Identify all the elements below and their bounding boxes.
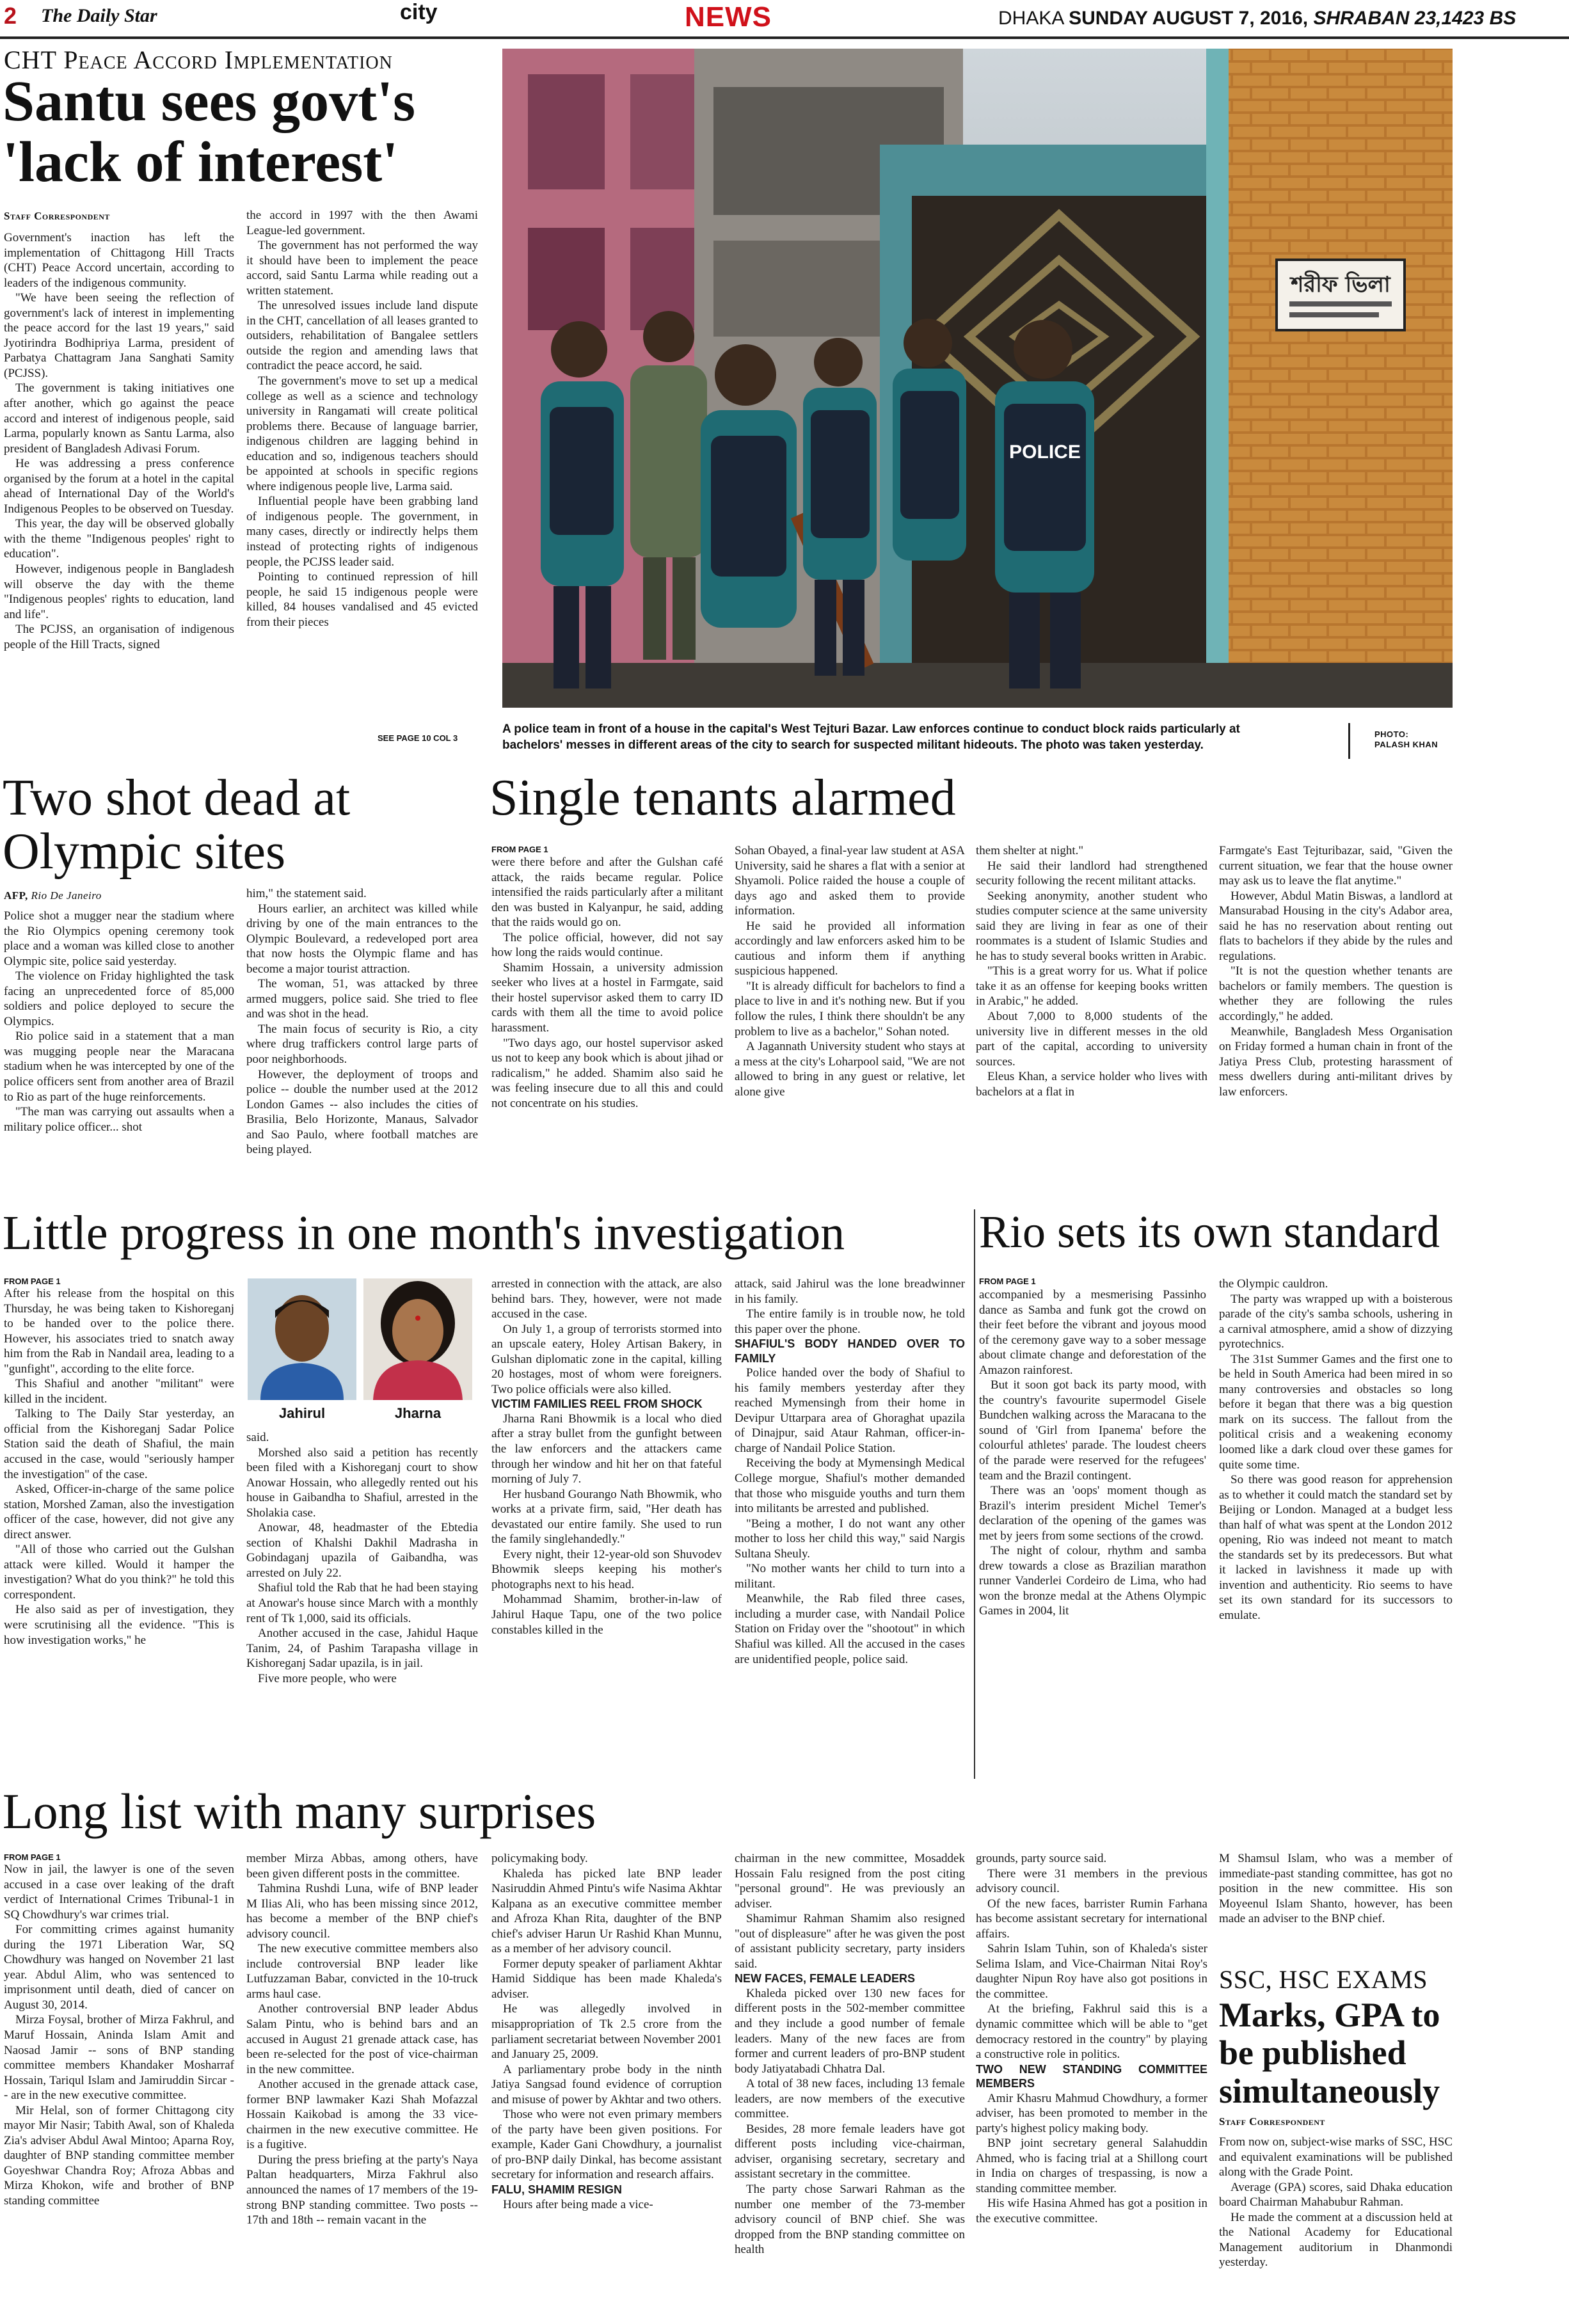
tenants-column-4 (1219, 843, 1453, 1191)
paragraph: Mirza Foysal, brother of Mirza Fakhrul, and Maruf Hossain, Aninda Islam Amit and Naosad Jamir -- sons of BNP standing committee members Khandaker Mosharraf Hossain, Tariqul Islam and Jamiruddin Sircar -- are in the new executive committee. (4, 2013, 234, 2103)
edition-city: DHAKA (998, 8, 1063, 29)
subheading: SHAFIUL'S BODY HANDED OVER TO FAMILY (735, 1337, 965, 1365)
paragraph: "It is already difficult for bachelors to find a place to live in and it's nothing new. But if you follow the rules, I think there shouldn't be any problem to live as a bachelor," Sohan noted. (735, 979, 965, 1039)
paragraph: the accord in 1997 with the then Awami League-led government. (246, 209, 478, 237)
olympic-column-2 (246, 886, 478, 1187)
paragraph: Sahrin Islam Tuhin, son of Khaleda's sister Selima Islam, and Vice-Chairman Nitai Roy's daughter Nipun Roy have also got positions in the committee. (976, 1942, 1207, 2001)
paragraph: However, the deployment of troops and police -- double the number used at the 2012 London Games -- also includes the cities of Brasilia, Belo Horizonte, Manaus, Salvador and Sao Paulo, where football matches are being played. (246, 1067, 478, 1157)
paragraph: He was addressing a press conference organised by the forum at a hotel in the capital ahead of International Day of the World's Indigenous Peoples to be observed on Tuesday. (4, 457, 234, 516)
paragraph: Former deputy speaker of parliament Akhtar Hamid Siddique has been made Khaleda's adviser. (491, 1957, 722, 2001)
paragraph: The violence on Friday highlighted the task facing an unprecedented force of 85,000 soldiers and police deployed to secure the Olympics. (4, 969, 234, 1028)
subheading: TWO NEW STANDING COMMITTEE MEMBERS (976, 2062, 1207, 2090)
ssc-body (1219, 2135, 1453, 2321)
house-sign-text: শরীফ ভিলা (1291, 272, 1390, 298)
paragraph: Another controversial BNP leader Abdus Salam Pintu, who is behind bars and an accused in August 21 grenade attack case, has been re-selected for the post of vice-chairman in the new committee. (246, 2002, 478, 2076)
paragraph: Meanwhile, Bangladesh Mess Organisation on Friday formed a human chain in front of the Jatiya Press Club, protesting harassment of mess dwellers during anti-militant drives by law enforcers. (1219, 1024, 1453, 1099)
paragraph: The party chose Sarwari Rahman as the number one member of the 73-member advisory council of BNP chief. She was dropped from the BNP standing committee on health (735, 2182, 965, 2257)
paragraph: arrested in connection with the attack, are also behind bars. They, however, were not made accused in the case. (491, 1277, 722, 1321)
longlist-column-5 (976, 1851, 1207, 2321)
paragraph: The police official, however, did not say how long the raids would continue. (491, 930, 723, 960)
longlist-column-6 (1219, 1851, 1453, 1979)
paragraph: Another accused in the case, Jahidul Haque Tanim, 24, of Pashim Tarapasha village in Kishoreganj Sadar upazila, is in jail. (246, 1627, 478, 1671)
portrait-jahirul-caption: Jahirul (278, 1405, 326, 1421)
paragraph: Khaleda picked over 130 new faces for different posts in the 502-member committee and they include a good number of female leaders. Many of the new faces are from former and current leaders of pro-BNP student body Jatiyatabadi Chhatra Dal. (735, 1986, 965, 2076)
paragraph: Of the new faces, barrister Rumin Farhana has become assistant secretary for international affairs. (976, 1897, 1207, 1941)
paragraph: The PCJSS, an organisation of indigenous people of the Hill Tracts, signed (4, 623, 234, 651)
paragraph: "We have been seeing the reflection of government's lack of interest in implementing the peace accord for the last 19 years," said Jyotirindra Bodhipriya Larma, president of Parbatya Chattagram Jana Sanghati Samity (PCJSS). (4, 291, 234, 380)
paragraph: This Shafiul and another "militant" were killed in the incident. (4, 1377, 234, 1406)
longlist-column-2 (246, 1851, 478, 2321)
edition-date (998, 8, 1516, 29)
paragraph: A total of 38 new faces, including 13 female leaders, are now members of the executive committee. (735, 2077, 965, 2121)
paragraph: However, indigenous people in Bangladesh will observe the day with the theme "Indigenous peoples' rights to education, land and life". (4, 562, 234, 621)
paragraph: The government's move to set up a medical college as well as a science and technology university in Rangamati will create political problems there. Because of language barrier, indigenous children are lagging behind in education and so, indigenous teachers should be appointed at schools in specific regions where indigenous people live, Larma said. (246, 374, 478, 493)
paragraph: attack, said Jahirul was the lone breadwinner in his family. (735, 1277, 965, 1306)
paragraph: He said he provided all information accordingly and law enforcers asked him to be cautious and inform them if anything suspicious happened. (735, 919, 965, 978)
paragraph: "Two days ago, our hostel supervisor asked us not to keep any book which is about jihad or radicalism," he added. Shamim also said he was feeling insecure due to all this and could not concentrate on his studies. (491, 1036, 723, 1110)
longlist-column-3 (491, 1851, 722, 2321)
paragraph: At the briefing, Fakhrul said this is a dynamic committee which will be able to "get democracy restored in the country" by playing a constructive role in politics. (976, 2002, 1207, 2062)
credit-divider (1348, 723, 1350, 759)
paragraph: "All of those who carried out the Gulshan attack were killed. Would it hamper the investigation? What do you think?" he told this correspondent. (4, 1543, 234, 1602)
paragraph: Meanwhile, the Rab filed three cases, including a murder case, with Nandail Police Station on Friday over the "shootout" in which Shafiul was killed. All the accused in the cases are unidentified people, police said. (735, 1592, 965, 1666)
paragraph: Shafiul told the Rab that he had been staying at Anowar's house since March with a monthly rent of Tk 1,000, said its officials. (246, 1581, 478, 1625)
paragraph: But it soon got back its party mood, with the country's favourite supermodel Gisele Bundchen walking across the Maracana to the sound of 'Girl from Ipanema' before the colourful athletes' parade. The loudest cheers of the parade were reserved for the refugees' team and the Brazil contingent. (979, 1378, 1206, 1483)
section-name: city (400, 0, 438, 24)
paragraph: Mir Helal, son of former Chittagong city mayor Mir Nasir; Tabith Awal, son of Khaleda Zia's adviser Abdul Awal Mintoo; Aparna Roy, daughter of BNP standing committee member Goyeshwar Chandra Roy; Afroza Abbas and Mirza Khokon, wife and brother of BNP standing committee (4, 2103, 234, 2208)
paragraph: "This is a great worry for us. What if police take it as an offense for keeping books written in Arabic," he added. (976, 964, 1207, 1008)
paragraph: "The man was carrying out assaults when a military police officer... shot (4, 1105, 234, 1134)
paragraph: member Mirza Abbas, among others, have been given different posts in the committee. (246, 1852, 478, 1881)
tenants-column-1 (491, 855, 723, 1191)
paragraph: Five more people, who were (258, 1671, 397, 1685)
paragraph: A Jagannath University student who stays at a mess at the city's Loharpool said, "We are not allowed to bring in any guest or relative, let alone give (735, 1040, 965, 1099)
paragraph: Tahmina Rushdi Luna, wife of BNP leader M Ilias Ali, who has been missing since 2012, has become a member of the BNP chief's advisory council. (246, 1882, 478, 1941)
paragraph: A parliamentary probe body in the ninth Jatiya Sangsad found evidence of corruption and misuse of power by Akhtar and two others. (491, 2062, 722, 2106)
police-raid-photo (502, 49, 1453, 708)
tenants-headline: Single tenants alarmed (490, 770, 956, 826)
photo-credit-name: PALASH KHAN (1374, 739, 1438, 749)
olympic-headline (3, 771, 489, 879)
paragraph: During the press briefing at the party's Naya Paltan headquarters, Mirza Fakhrul also announced the names of 17 members of the 19-strong BNP standing committee. Two posts -- 17th and 18th -- remain vacant in the (246, 2153, 478, 2227)
paragraph: The party was wrapped up with a boisterous parade of the city's samba schools, ushering in a carnival atmosphere, amid a show of dizzying pyrotechnics. (1219, 1292, 1453, 1351)
paragraph: He was allegedly involved in misappropriation of Tk 2.5 crore from the parliament secretariat between November 2001 and January 25, 2009. (491, 2002, 722, 2062)
photo-credit-label: PHOTO: (1374, 729, 1409, 739)
paragraph: Talking to The Daily Star yesterday, an official from the Kishoreganj Sadar Police Station said the death of Shafiul, the main accused in the case, would "seriously hamper the investigation" of the case. (4, 1407, 234, 1481)
edition-weekday-date: SUNDAY AUGUST 7, 2016, (1069, 8, 1309, 29)
longlist-column-4 (735, 1851, 965, 2321)
paragraph: Asked, Officer-in-charge of the same police station, Morshed Zaman, also the investigation officer of the case, however, did not give any direct answer. (4, 1483, 234, 1541)
paragraph: He made the comment at a discussion held at the National Academy for Educational Management auditorium in Dhanmondi yesterday. (1219, 2210, 1453, 2270)
tenants-column-2 (735, 843, 965, 1191)
paragraph: Jharna Rani Bhowmik is a local who died after a stray bullet from the gunfight between the law enforcers and the attackers came through her window and hit her on that fateful morning of July 7. (491, 1412, 722, 1486)
paragraph: the Olympic cauldron. (1219, 1277, 1328, 1291)
paragraph: The main focus of security is Rio, a city where drug traffickers control large parts of poor neighborhoods. (246, 1022, 478, 1067)
paragraph: The unresolved issues include land dispute in the CHT, cancellation of all leases granted to outsiders, rehabilitation of Bangalee settlers outside the region and amending laws that contradict the peace accord, he said. (246, 299, 478, 373)
paragraph: him," the statement said. (246, 887, 367, 900)
santu-column-2 (246, 208, 478, 733)
paragraph: On July 1, a group of terrorists stormed into an upscale eatery, Holey Artisan Bakery, in Gulshan diplomatic zone in the capital, killing 20 hostages, most of whom were foreigners. Two police officials were also killed. (491, 1322, 722, 1396)
paragraph: After his release from the hospital on this Thursday, he was being taken to Kishoreganj to be handed over to the police there. However, his associates tried to snatch away him from the Rab in Nandail area, leading to a "gunfight", according to the elite force. (4, 1287, 234, 1376)
paragraph: Khaleda has picked late BNP leader Nasiruddin Ahmed Pintu's wife Nasima Akhtar Kalpana as an executive committee member and Afroza Khan Rita, daughter of the BNP chief's adviser Harun Ur Rashid Khan Munnu, as a member of her advisory council. (491, 1866, 722, 1956)
paragraph: Anowar, 48, headmaster of the Ebtedia section of Khalshi Dakhil Madrasha in Gobindaganj upazila of Gaibandha, was arrested on July 22. (246, 1521, 478, 1580)
paragraph: He also said as per of investigation, they were scrutinising all the evidence. "This is how investigation works," he (4, 1603, 234, 1647)
newspaper-logo: The Daily Star (41, 5, 157, 26)
photo-caption: A police team in front of a house in the capital's West Tejturi Bazar. Law enforces continue to conduct block raids particularly at bachelors' messes in different areas of the city to search for suspected militant hideouts. The photo was taken yesterday. (502, 722, 1240, 752)
paragraph: Police handed over the body of Shafiul to his family members yesterday after they reached Mymensingh from their home in Devipur Uttarpara area of Ghoraghat upazila of Dinajpur, said Ataur Rahman, officer-in-charge of Nandail Police Station. (735, 1366, 965, 1455)
paragraph: Influential people have been grabbing land of indigenous people. The government, in many cases, directly or indirectly helps them instead of protecting rights of indigenous people, the PCJSS leader said. (246, 495, 478, 569)
paragraph: The entire family is in trouble now, he told this paper over the phone. (735, 1307, 965, 1336)
paragraph: Shamimur Rahman Shamim also resigned "out of displeasure" after he was given the post of assistant publicity secretary, party insiders said. (735, 1912, 965, 1971)
rio-column-1 (979, 1287, 1206, 1779)
paragraph: Now in jail, the lawyer is one of the seven accused in a case over leaking of the draft verdict of International Crimes Tribunal-1 in SQ Chowdhury's war crimes trial. (4, 1863, 234, 1922)
olympic-agency: AFP, (4, 889, 28, 902)
paragraph: So there was good reason for apprehension as to whether it could match the standard set by Beijing or London. Managed at a budget less than half of what was spent at the London 2012 opening, Rio was indeed not meant to match the standards set by its predecessors. But what it lacked in lavishness it made up with invention and authenticity. Rio seems to have set its own standard for its successors to emulate. (1219, 1473, 1453, 1623)
santu-kicker: CHT Peace Accord Implementation (4, 45, 393, 74)
rio-from-page: FROM PAGE 1 (979, 1277, 1036, 1286)
rio-headline: Rio sets its own standard (979, 1206, 1440, 1257)
paragraph: For committing crimes against humanity during the 1971 Liberation War, SQ Chowdhury was hanged on November 21 last year. Abdul Alim, who was sentenced to imprisonment until death, died of cancer on August 30, 2014. (4, 1923, 234, 2012)
paragraph: The government is taking initiatives one after another, which go against the peace accord and interest of indigenous people, said Larma, popularly known as Santu Larma, also president of Bangladesh Adivasi Forum. (4, 381, 234, 456)
paragraph: policymaking body. (491, 1852, 588, 1865)
paragraph: "No mother wants her child to turn into a militant. (735, 1562, 965, 1591)
rio-column-2 (1219, 1277, 1453, 1779)
tenants-column-3 (976, 843, 1207, 1191)
masthead (0, 0, 1569, 38)
portrait-jharna-caption: Jharna (394, 1405, 442, 1421)
santu-byline: Staff Correspondent (4, 210, 110, 222)
paragraph: accompanied by a mesmerising Passinho dance as Samba and funk got the crowd on their feet before the vibrant and joyous mood of the ceremony gave way to a sober message about climate change and deforestation of the Amazon rainforest. (979, 1288, 1206, 1377)
paragraph: Farmgate's East Tejturibazar, said, "Given the current situation, we fear that the house owner may ask us to leave the flat anytime." (1219, 844, 1453, 888)
investigation-from-page: FROM PAGE 1 (4, 1277, 61, 1286)
paragraph: Hours after being made a vice- (503, 2197, 653, 2211)
olympic-place: Rio De Janeiro (31, 889, 102, 902)
paragraph: Sohan Obayed, a final-year law student at ASA University, said he shares a flat with a senior at Shyamoli. Police raided the house a couple of days ago and asked them to provide information. (735, 844, 965, 918)
paragraph: them shelter at night." (976, 844, 1084, 857)
paragraph: chairman in the new committee, Mosaddek Hossain Falu resigned from the post citing "personal ground". He was previously an adviser. (735, 1852, 965, 1911)
portrait-jahirul (248, 1278, 356, 1400)
subheading: VICTIM FAMILIES REEL FROM SHOCK (491, 1397, 703, 1411)
paragraph: The woman, 51, was attacked by three armed muggers, police said. She tried to flee and was shot in the head. (246, 977, 478, 1021)
subheading: FALU, SHAMIM RESIGN (491, 2183, 623, 2197)
longlist-column-1 (4, 1862, 234, 2321)
police-vest-text: POLICE (1009, 442, 1081, 463)
ssc-byline: Staff Correspondent (1219, 2115, 1325, 2128)
paragraph: were there before and after the Gulshan café attack, the raids became regular. Police intensified the raids particularly after a militant den was busted in Kalyanpur, he said, adding that the raids would go on. (491, 856, 723, 930)
paragraph: About 7,000 to 8,000 students of the university live in different messes in the old part of the capital, according to university sources. (976, 1010, 1207, 1069)
paragraph: BNP joint secretary general Salahuddin Ahmed, who is facing trial at a Shillong court in India on charges of trespassing, is now a standing committee member. (976, 2137, 1207, 2195)
investigation-column-4 (735, 1277, 965, 1779)
olympic-headline-line2: Olympic sites (3, 824, 286, 880)
paragraph: "It is not the question whether tenants are bachelors or family members. The question is whether they are following the rules accordingly," he added. (1219, 964, 1453, 1024)
edition-bangla-date: SHRABAN 23,1423 BS (1313, 8, 1517, 29)
masthead-rule (0, 36, 1569, 39)
paragraph: M Shamsul Islam, who was a member of immediate-past standing committee, has got no position in the new committee. His son Moyeenul Islam Shanto, however, has been made an adviser to the BNP chief. (1219, 1852, 1453, 1926)
tenants-from-page: FROM PAGE 1 (491, 845, 548, 854)
investigation-headline: Little progress in one month's investigation (3, 1206, 845, 1260)
paragraph: Shamim Hossain, a university admission seeker who lives at a hostel in Farmgate, said their hostel supervisor asked them to carry ID cards with them all the time to avoid police harassment. (491, 960, 723, 1035)
investigation-column-2 (246, 1430, 478, 1779)
santu-headline-line2: 'lack of interest' (3, 130, 399, 194)
paragraph: However, Abdul Matin Biswas, a landlord at Mansurabad Housing in the city's Adabor area, said he has no reservation about renting out flats to bachelors if they abide by the rules and regulations. (1219, 889, 1453, 963)
paragraph: Every night, their 12-year-old son Shuvodev Bhowmik sleeps keeping his mother's photographs next to his head. (491, 1547, 722, 1591)
paragraph: There was an 'oops' moment though as Brazil's interim president Michel Temer's declaration of the opening of the games was met by jeers from some sections of the crowd. (979, 1484, 1206, 1543)
paragraph: Those who were not even primary members of the party have been given positions. For example, Kader Gani Chowdhury, a journalist of pro-BNP daily Dinkal, has become assistant secretary for information and research affairs. (491, 2108, 722, 2182)
paragraph: Besides, 28 more female leaders have got different posts including vice-chairman, adviser, organising secretary, secretary and assistant secretary in the committee. (735, 2122, 965, 2181)
paragraph: Morshed also said a petition has recently been filed with a Kishoreganj court to show Anowar Hossain, who allegedly rented out his house in Gaibandha to Shafiul, arrested in the Sholakia case. (246, 1445, 478, 1520)
paragraph: Mohammad Shamim, brother-in-law of Jahirul Haque Tapu, one of the two police constables killed in the (491, 1593, 722, 1637)
paragraph: Government's inaction has left the implementation of Chittagong Hill Tracts (CHT) Peace Accord uncertain, according to leaders of the indigenous community. (4, 231, 234, 290)
paragraph: This year, the day will be observed globally with the theme "Indigenous peoples' right to education". (4, 517, 234, 561)
rio-column-rule (974, 1209, 975, 1779)
paragraph: Eleus Khan, a service holder who lives with bachelors at a flat in (976, 1070, 1207, 1099)
paragraph: grounds, party source said. (976, 1852, 1107, 1865)
subheading: NEW FACES, FEMALE LEADERS (735, 1972, 916, 1986)
paragraph: The 31st Summer Games and the first one to be held in South America had been mired in so many controversies and obstacles so long before it began that there was a big question mark on its success. The fallout from the political crisis and a weakening economy loomed like a dark cloud over these games for quite some time. (1219, 1352, 1453, 1472)
investigation-column-1 (4, 1286, 234, 1779)
paragraph: Seeking anonymity, another student who studies computer science at the same university said they are living in fear as one of their roommates is a student of Islamic Studies and he has to study several books written in Arabic. (976, 889, 1207, 963)
olympic-column-1 (4, 909, 234, 1190)
paragraph: Amir Khasru Mahmud Chowdhury, a former adviser, has been promoted to member in the party's highest policy making body. (976, 2091, 1207, 2135)
paragraph: His wife Hasina Ahmed has got a position in the executive committee. (976, 2197, 1207, 2226)
paragraph: Rio police said in a statement that a man was mugging people near the Maracana stadium when he was intercepted by one of the police officers sent from another area of Brazil to Rio as part of the huge reinforcements. (4, 1030, 234, 1104)
paragraph: The government has not performed the way it should have been to implement the peace accord, said Santu Larma while reading out a written statement. (246, 239, 478, 298)
santu-continued: SEE PAGE 10 COL 3 (378, 733, 458, 743)
paragraph: He said their landlord had strengthened security following the recent militant attacks. (976, 859, 1207, 888)
police-raid-illustration (502, 49, 1453, 708)
paragraph: The night of colour, rhythm and samba drew towards a close as Brazilian marathon runner Vanderlei Cordeiro de Lima, who had won the bronze medal at the Athens Olympic Games in 2004, lit (979, 1544, 1206, 1618)
santu-column-1 (4, 230, 234, 742)
paragraph: Her husband Gourango Nath Bhowmik, who works at a private firm, said, "Her death has devastated our entire family. She used to run the family singlehandedly." (491, 1487, 722, 1547)
investigation-column-3 (491, 1277, 722, 1779)
paragraph: Another accused in the grenade attack case, former BNP lawmaker Kazi Shah Mofazzal Hossain Kaikobad is among the 33 vice-chairmen in the new executive committee. He is a fugitive. (246, 2078, 478, 2152)
paragraph: Receiving the body at Mymensingh Medical College morgue, Shafiul's mother demanded that those who misguide youths and turn them into militants be arrested and published. (735, 1456, 965, 1516)
paragraph: Hours earlier, an architect was killed while driving by one of the main entrances to the Olympic Boulevard, a redeveloped port area that now hosts the Olympic flame and has become a major tourist attraction. (246, 902, 478, 976)
paragraph: said. (246, 1431, 269, 1444)
paragraph: Average (GPA) scores, said Dhaka education board Chairman Mahabubur Rahman. (1219, 2180, 1453, 2209)
olympic-headline-line1: Two shot dead at (3, 770, 351, 826)
paragraph: Police shot a mugger near the stadium where the Rio Olympics opening ceremony took place and a woman was killed close to another Olympic site, police said yesterday. (4, 909, 234, 968)
paragraph: The new executive committee members also include controversial BNP leader like Lutfuzzaman Babar, convicted in the 10-truck arms haul case. (246, 1942, 478, 2001)
ssc-kicker: SSC, HSC EXAMS (1219, 1965, 1428, 1994)
paragraph: "Being a mother, I do not want any other mother to loss her child this way," said Nargis Sultana Sheuly. (735, 1516, 965, 1561)
ssc-headline: Marks, GPA to be published simultaneously (1219, 1996, 1440, 2110)
longlist-headline: Long list with many surprises (3, 1783, 596, 1839)
olympic-byline (4, 889, 102, 902)
santu-headline-line1: Santu sees govt's (3, 70, 416, 133)
category-label: NEWS (685, 1, 772, 33)
portrait-jharna-image (363, 1278, 472, 1400)
page-number: 2 (4, 3, 17, 29)
photo-credit (1374, 729, 1438, 749)
portrait-jahirul-image (248, 1278, 356, 1400)
santu-headline (3, 72, 495, 193)
paragraph: There were 31 members in the previous advisory council. (976, 1866, 1207, 1896)
longlist-from-page: FROM PAGE 1 (4, 1852, 61, 1862)
portrait-jharna (363, 1278, 472, 1400)
paragraph: Pointing to continued repression of hill people, he said 15 indigenous people were killed, 84 houses vandalised and 45 evicted from their pieces (246, 570, 478, 629)
paragraph: From now on, subject-wise marks of SSC, HSC and equivalent examinations will be published along with the Grade Point. (1219, 2135, 1453, 2179)
